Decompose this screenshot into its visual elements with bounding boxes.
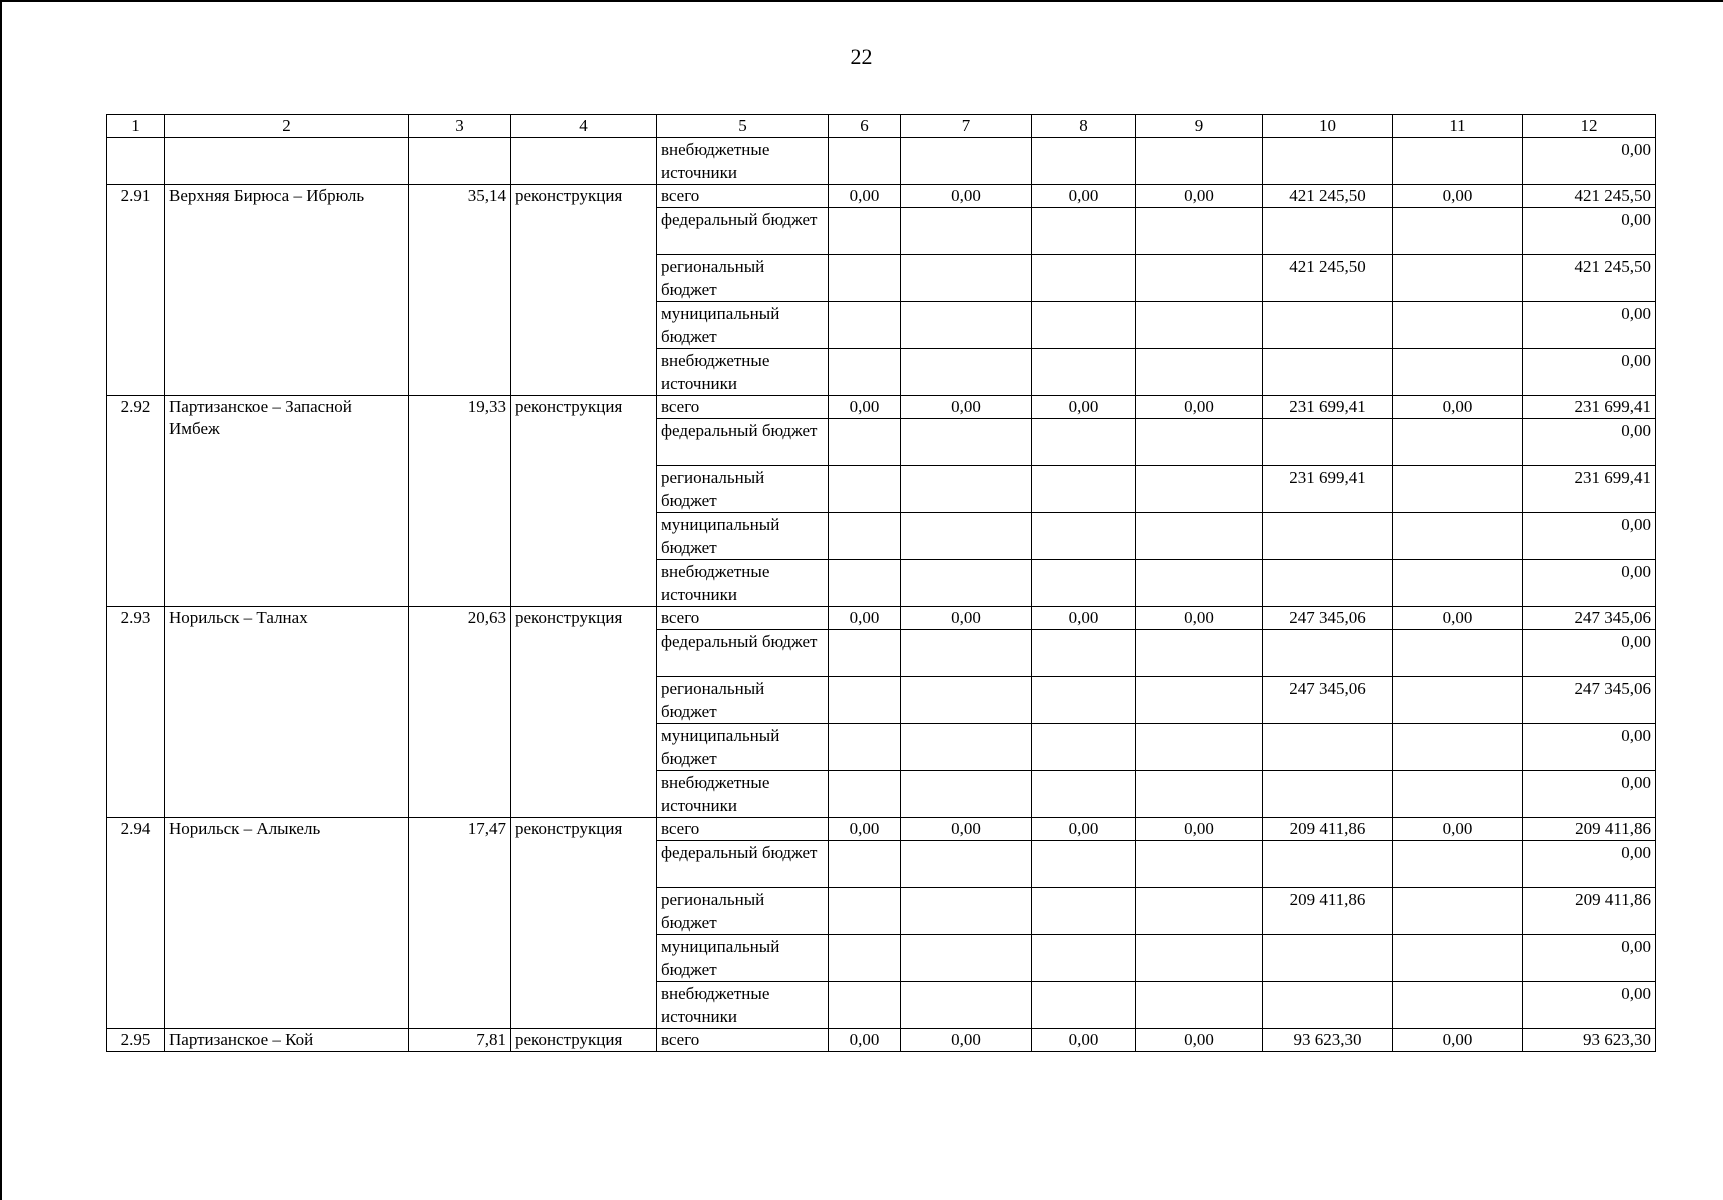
cell-7: 0,00 <box>901 396 1032 419</box>
column-header: 2 <box>165 115 409 138</box>
cell-source: всего <box>657 818 829 841</box>
cell-length <box>409 138 511 185</box>
cell-source: всего <box>657 396 829 419</box>
cell-11 <box>1393 888 1523 935</box>
cell-10: 421 245,50 <box>1263 185 1393 208</box>
column-header: 12 <box>1523 115 1656 138</box>
cell-6: 0,00 <box>829 185 901 208</box>
cell-7 <box>901 935 1032 982</box>
cell-no <box>107 138 165 185</box>
cell-9 <box>1136 349 1263 396</box>
cell-6 <box>829 888 901 935</box>
table-row <box>107 818 1656 841</box>
cell-length: 19,33 <box>409 396 511 607</box>
cell-8: 0,00 <box>1032 1029 1136 1052</box>
cell-source: федеральный бюджет <box>657 419 829 466</box>
cell-9 <box>1136 677 1263 724</box>
column-header: 1 <box>107 115 165 138</box>
cell-11: 0,00 <box>1393 818 1523 841</box>
cell-10 <box>1263 138 1393 185</box>
column-header: 9 <box>1136 115 1263 138</box>
cell-name: Норильск – Талнах <box>165 607 409 818</box>
column-header: 4 <box>511 115 657 138</box>
cell-work: реконструкция <box>511 1029 657 1052</box>
cell-length: 35,14 <box>409 185 511 396</box>
cell-12: 0,00 <box>1523 138 1656 185</box>
cell-12: 0,00 <box>1523 841 1656 888</box>
cell-9: 0,00 <box>1136 607 1263 630</box>
cell-9: 0,00 <box>1136 185 1263 208</box>
cell-11: 0,00 <box>1393 1029 1523 1052</box>
cell-source: федеральный бюджет <box>657 208 829 255</box>
cell-12: 93 623,30 <box>1523 1029 1656 1052</box>
cell-8 <box>1032 841 1136 888</box>
cell-10: 93 623,30 <box>1263 1029 1393 1052</box>
cell-11 <box>1393 255 1523 302</box>
cell-12: 421 245,50 <box>1523 255 1656 302</box>
cell-9 <box>1136 208 1263 255</box>
cell-7 <box>901 982 1032 1029</box>
cell-7 <box>901 724 1032 771</box>
cell-9 <box>1136 630 1263 677</box>
cell-no: 2.93 <box>107 607 165 818</box>
cell-11: 0,00 <box>1393 607 1523 630</box>
cell-11 <box>1393 138 1523 185</box>
cell-11 <box>1393 724 1523 771</box>
cell-10 <box>1263 302 1393 349</box>
cell-7 <box>901 349 1032 396</box>
cell-6 <box>829 208 901 255</box>
cell-9 <box>1136 771 1263 818</box>
cell-7 <box>901 841 1032 888</box>
cell-source: всего <box>657 607 829 630</box>
cell-no: 2.94 <box>107 818 165 1029</box>
cell-11 <box>1393 560 1523 607</box>
cell-7 <box>901 677 1032 724</box>
cell-length: 7,81 <box>409 1029 511 1052</box>
cell-7 <box>901 771 1032 818</box>
cell-12: 247 345,06 <box>1523 677 1656 724</box>
cell-source: внебюджетные источники <box>657 560 829 607</box>
cell-no: 2.91 <box>107 185 165 396</box>
cell-9 <box>1136 560 1263 607</box>
cell-10 <box>1263 841 1393 888</box>
cell-source: федеральный бюджет <box>657 841 829 888</box>
cell-12: 231 699,41 <box>1523 396 1656 419</box>
cell-6 <box>829 841 901 888</box>
cell-name: Верхняя Бирюса – Ибрюль <box>165 185 409 396</box>
cell-work: реконструкция <box>511 818 657 1029</box>
cell-9 <box>1136 138 1263 185</box>
table-row-carry-over <box>107 138 1656 185</box>
cell-11 <box>1393 982 1523 1029</box>
cell-8: 0,00 <box>1032 185 1136 208</box>
cell-source: региональный бюджет <box>657 677 829 724</box>
cell-7: 0,00 <box>901 607 1032 630</box>
cell-6 <box>829 349 901 396</box>
cell-name: Партизанское – Кой <box>165 1029 409 1052</box>
cell-7 <box>901 513 1032 560</box>
column-header: 6 <box>829 115 901 138</box>
cell-11 <box>1393 349 1523 396</box>
cell-11 <box>1393 935 1523 982</box>
cell-9 <box>1136 935 1263 982</box>
cell-7: 0,00 <box>901 1029 1032 1052</box>
cell-work <box>511 138 657 185</box>
cell-12: 0,00 <box>1523 724 1656 771</box>
cell-9: 0,00 <box>1136 1029 1263 1052</box>
page-number: 22 <box>850 44 873 69</box>
cell-8 <box>1032 419 1136 466</box>
cell-10 <box>1263 349 1393 396</box>
cell-12: 0,00 <box>1523 935 1656 982</box>
cell-9 <box>1136 513 1263 560</box>
cell-8 <box>1032 349 1136 396</box>
cell-7 <box>901 630 1032 677</box>
cell-10 <box>1263 208 1393 255</box>
cell-8 <box>1032 677 1136 724</box>
cell-no: 2.95 <box>107 1029 165 1052</box>
cell-11 <box>1393 419 1523 466</box>
cell-source: муниципальный бюджет <box>657 513 829 560</box>
budget-table <box>106 114 1656 1052</box>
cell-6 <box>829 560 901 607</box>
cell-6 <box>829 466 901 513</box>
cell-10: 247 345,06 <box>1263 607 1393 630</box>
cell-9 <box>1136 255 1263 302</box>
table-row <box>107 607 1656 630</box>
cell-8 <box>1032 513 1136 560</box>
cell-8 <box>1032 771 1136 818</box>
cell-12: 0,00 <box>1523 771 1656 818</box>
cell-8 <box>1032 138 1136 185</box>
cell-10 <box>1263 771 1393 818</box>
cell-name <box>165 138 409 185</box>
cell-9: 0,00 <box>1136 818 1263 841</box>
table-body <box>107 138 1656 1052</box>
cell-11: 0,00 <box>1393 396 1523 419</box>
cell-10 <box>1263 724 1393 771</box>
cell-6: 0,00 <box>829 818 901 841</box>
cell-9 <box>1136 419 1263 466</box>
cell-12: 0,00 <box>1523 419 1656 466</box>
cell-6 <box>829 724 901 771</box>
column-header: 8 <box>1032 115 1136 138</box>
cell-11 <box>1393 302 1523 349</box>
cell-10 <box>1263 630 1393 677</box>
cell-work: реконструкция <box>511 607 657 818</box>
table-row <box>107 1029 1656 1052</box>
cell-12: 209 411,86 <box>1523 818 1656 841</box>
cell-source: федеральный бюджет <box>657 630 829 677</box>
cell-source: всего <box>657 185 829 208</box>
cell-8 <box>1032 724 1136 771</box>
cell-source: муниципальный бюджет <box>657 935 829 982</box>
cell-6 <box>829 255 901 302</box>
cell-10: 421 245,50 <box>1263 255 1393 302</box>
cell-12: 0,00 <box>1523 982 1656 1029</box>
cell-6: 0,00 <box>829 396 901 419</box>
cell-12: 0,00 <box>1523 513 1656 560</box>
cell-8 <box>1032 466 1136 513</box>
cell-11: 0,00 <box>1393 185 1523 208</box>
cell-7 <box>901 466 1032 513</box>
cell-work: реконструкция <box>511 396 657 607</box>
cell-name: Норильск – Алыкель <box>165 818 409 1029</box>
cell-source: региональный бюджет <box>657 255 829 302</box>
cell-11 <box>1393 466 1523 513</box>
cell-12: 0,00 <box>1523 630 1656 677</box>
cell-source: внебюджетные источники <box>657 771 829 818</box>
cell-12: 209 411,86 <box>1523 888 1656 935</box>
cell-source: всего <box>657 1029 829 1052</box>
cell-12: 0,00 <box>1523 208 1656 255</box>
cell-11 <box>1393 630 1523 677</box>
cell-8 <box>1032 935 1136 982</box>
cell-7 <box>901 419 1032 466</box>
cell-8 <box>1032 208 1136 255</box>
cell-12: 421 245,50 <box>1523 185 1656 208</box>
cell-length: 17,47 <box>409 818 511 1029</box>
cell-6 <box>829 302 901 349</box>
cell-6: 0,00 <box>829 607 901 630</box>
cell-10: 231 699,41 <box>1263 396 1393 419</box>
column-header: 10 <box>1263 115 1393 138</box>
cell-10 <box>1263 935 1393 982</box>
cell-7: 0,00 <box>901 818 1032 841</box>
cell-8 <box>1032 888 1136 935</box>
table-row <box>107 185 1656 208</box>
cell-8 <box>1032 630 1136 677</box>
cell-10: 209 411,86 <box>1263 888 1393 935</box>
cell-work: реконструкция <box>511 185 657 396</box>
cell-9 <box>1136 724 1263 771</box>
cell-9 <box>1136 466 1263 513</box>
cell-12: 0,00 <box>1523 302 1656 349</box>
cell-8: 0,00 <box>1032 607 1136 630</box>
cell-name: Партизанское – Запасной Имбеж <box>165 396 409 607</box>
cell-source: муниципальный бюджет <box>657 724 829 771</box>
cell-10 <box>1263 419 1393 466</box>
cell-8 <box>1032 255 1136 302</box>
column-header: 5 <box>657 115 829 138</box>
cell-6 <box>829 630 901 677</box>
cell-11 <box>1393 841 1523 888</box>
column-header: 11 <box>1393 115 1523 138</box>
cell-7 <box>901 888 1032 935</box>
cell-source: региональный бюджет <box>657 466 829 513</box>
scan-edge-left <box>0 0 2 1200</box>
cell-6: 0,00 <box>829 1029 901 1052</box>
cell-8: 0,00 <box>1032 396 1136 419</box>
cell-10: 231 699,41 <box>1263 466 1393 513</box>
cell-length: 20,63 <box>409 607 511 818</box>
cell-7: 0,00 <box>901 185 1032 208</box>
cell-no: 2.92 <box>107 396 165 607</box>
cell-10 <box>1263 513 1393 560</box>
cell-6 <box>829 982 901 1029</box>
column-header: 7 <box>901 115 1032 138</box>
cell-7 <box>901 255 1032 302</box>
column-header: 3 <box>409 115 511 138</box>
header-row <box>107 115 1656 138</box>
table-row <box>107 396 1656 419</box>
cell-source: муниципальный бюджет <box>657 302 829 349</box>
cell-12: 247 345,06 <box>1523 607 1656 630</box>
cell-7 <box>901 560 1032 607</box>
cell-source: внебюджетные источники <box>657 982 829 1029</box>
cell-6 <box>829 771 901 818</box>
cell-12: 231 699,41 <box>1523 466 1656 513</box>
cell-11 <box>1393 513 1523 560</box>
cell-9 <box>1136 302 1263 349</box>
cell-10 <box>1263 982 1393 1029</box>
cell-10: 247 345,06 <box>1263 677 1393 724</box>
cell-12: 0,00 <box>1523 349 1656 396</box>
scan-edge-top <box>0 0 1723 2</box>
cell-9 <box>1136 982 1263 1029</box>
cell-10 <box>1263 560 1393 607</box>
cell-9: 0,00 <box>1136 396 1263 419</box>
cell-8 <box>1032 982 1136 1029</box>
cell-6 <box>829 935 901 982</box>
cell-11 <box>1393 677 1523 724</box>
cell-8 <box>1032 302 1136 349</box>
cell-9 <box>1136 841 1263 888</box>
cell-9 <box>1136 888 1263 935</box>
cell-source: региональный бюджет <box>657 888 829 935</box>
cell-source: внебюджетные источники <box>657 349 829 396</box>
cell-6 <box>829 513 901 560</box>
cell-6 <box>829 677 901 724</box>
cell-8: 0,00 <box>1032 818 1136 841</box>
cell-6 <box>829 419 901 466</box>
cell-11 <box>1393 771 1523 818</box>
cell-7 <box>901 208 1032 255</box>
cell-6 <box>829 138 901 185</box>
cell-7 <box>901 138 1032 185</box>
cell-7 <box>901 302 1032 349</box>
cell-10: 209 411,86 <box>1263 818 1393 841</box>
cell-11 <box>1393 208 1523 255</box>
cell-8 <box>1032 560 1136 607</box>
cell-source: внебюджетные источники <box>657 138 829 185</box>
cell-12: 0,00 <box>1523 560 1656 607</box>
